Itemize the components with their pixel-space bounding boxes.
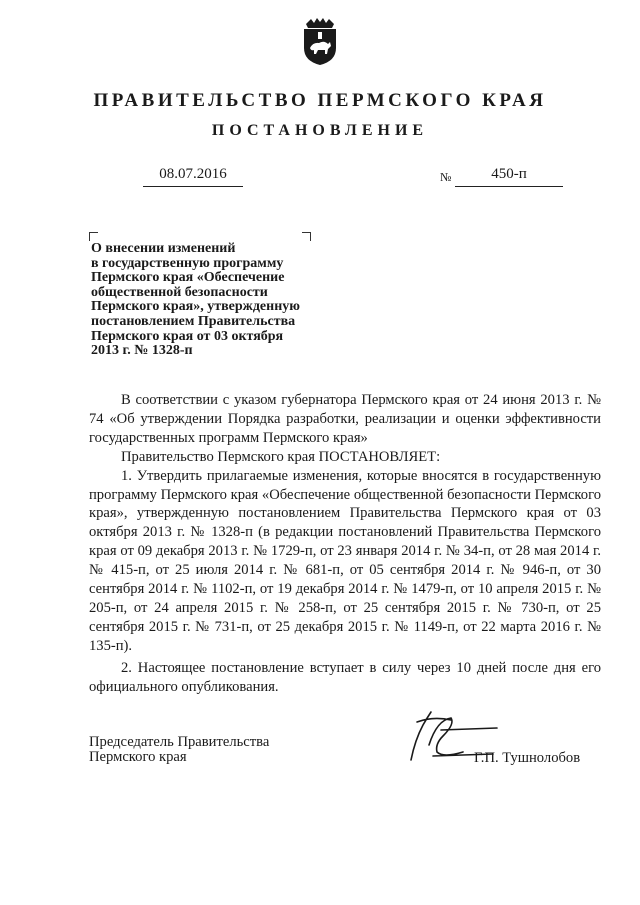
subject-line: 2013 г. № 1328-п [91, 343, 193, 359]
signer-name: Г.П. Тушнолобов [474, 750, 581, 766]
subject-line: О внесении изменений [91, 241, 236, 256]
signer-position-line: Председатель Правительства [89, 734, 270, 750]
date-value: 08.07.2016 [159, 166, 227, 182]
number-sign: № [440, 170, 452, 184]
signer-position [89, 735, 269, 765]
government-title: ПРАВИТЕЛЬСТВО ПЕРМСКОГО КРАЯ [93, 90, 547, 111]
perm-krai-coat-of-arms-icon [301, 18, 339, 66]
subject-line: Пермского края», утвержденную [91, 299, 300, 315]
document-type: ПОСТАНОВЛЕНИЕ [211, 122, 429, 139]
subject-line: общественной безопасности [91, 284, 268, 300]
signer-position-line: Пермского края [89, 749, 187, 765]
item-2-paragraph: 2. Настоящее постановление вступает в силу через 10 дней после дня его официального опубликования. [89, 659, 601, 695]
subject-line: в государственную программу [91, 255, 284, 271]
item-1-paragraph: 1. Утвердить прилагаемые изменения, которые вносятся в государственную программу Пермского края «Обеспечение общественной безопасности Пермского края», утвержденную постановлением Правительства Пермского края от 03 октября 2013 г. № 1328-п (в редакции постановлений Правительства Пермского края от 09 декабря 2013 г. № 1729-п, от 23 января 2014 г. № 34-п, от 28 мая 2014 г. № 415-п, от 25 июля 2014 г. № 681-п, от 05 сентября 2014 г. № 946-п, от 30 сентября 2014 г. № 1102-п, от 19 декабря 2014 г. № 1479-п, от 10 апреля 2015 г. № 205-п, от 24 апреля 2015 г. № 258-п, от 25 сентября 2015 г. № 730-п, от 25 сентября 2015 г. № 731-п, от 25 декабря 2015 г. № 1149-п, от 22 марта 2016 г. № 135-п). [89, 467, 601, 654]
document-subject [91, 242, 331, 359]
preamble-paragraph: В соответствии с указом губернатора Пермского края от 24 июня 2013 г. № 74 «Об утверждении Порядка разработки, реализации и оценки эффективности государственных программ Пермского края» [89, 392, 601, 446]
subject-line: Пермского края «Обеспечение [91, 270, 285, 286]
date-field [143, 166, 243, 187]
number-value: 450-п [491, 166, 527, 182]
resolves-paragraph: Правительство Пермского края ПОСТАНОВЛЯЕТ: [121, 448, 441, 465]
corner-mark-right [302, 232, 311, 241]
document-body [89, 391, 601, 697]
subject-line: постановлением Правительства [91, 313, 296, 329]
subject-line: Пермского края от 03 октября [91, 328, 284, 344]
number-field [455, 166, 563, 187]
corner-mark-left [89, 232, 98, 241]
